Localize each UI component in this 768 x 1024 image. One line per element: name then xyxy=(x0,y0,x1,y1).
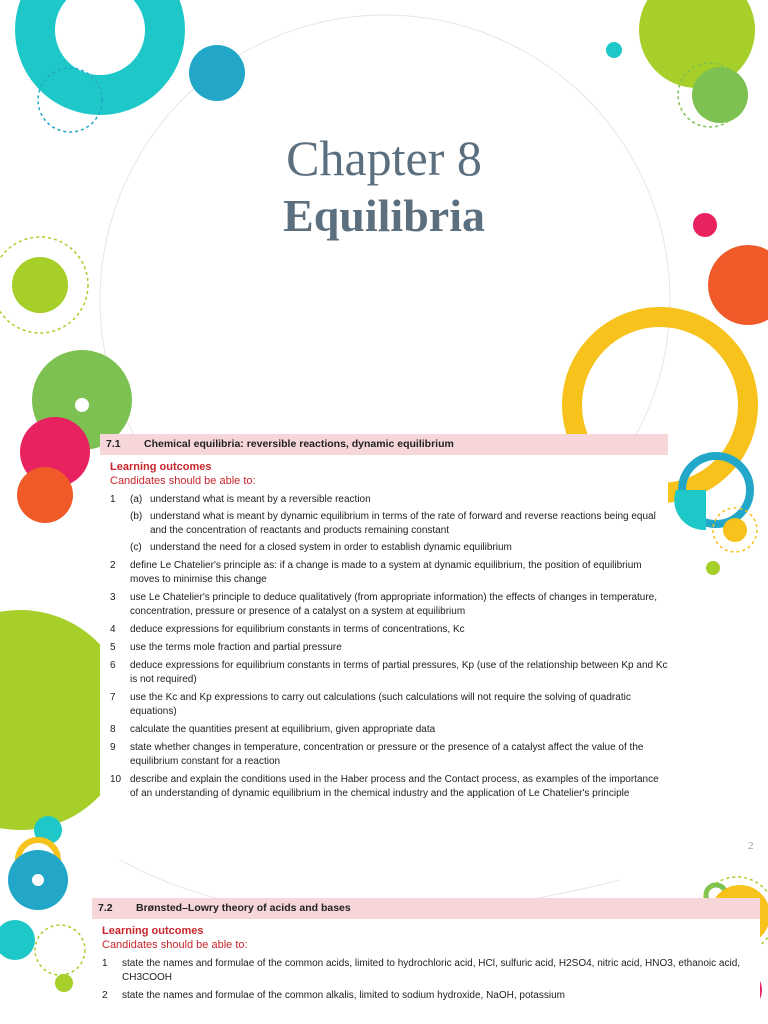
syllabus-section-7-1 xyxy=(100,434,668,855)
orange-circle xyxy=(17,467,73,523)
orange-circle-right xyxy=(708,245,768,325)
teal-ring xyxy=(35,0,165,95)
list-item xyxy=(100,559,668,587)
item-text: use the Kc and Kp expressions to carry out calculations (such calculations will not require the solving of quadratic equations) xyxy=(130,692,631,717)
item-text: use the terms mole fraction and partial pressure xyxy=(130,642,342,653)
item-number: 1 xyxy=(102,958,108,969)
list-item xyxy=(100,773,668,801)
sub-item-label: (a) xyxy=(130,494,143,505)
dashed-lime-ring-bottom xyxy=(35,925,85,975)
item-text: deduce expressions for equilibrium constants in terms of concentrations, Kc xyxy=(130,624,465,635)
slide-title xyxy=(0,128,768,244)
section-header xyxy=(100,434,668,455)
list-item xyxy=(92,989,760,1003)
item-number: 3 xyxy=(110,592,116,603)
sub-item-text: understand the need for a closed system in order to establish dynamic equilibrium xyxy=(150,542,512,553)
learning-outcomes-subtitle: Candidates should be able to: xyxy=(102,939,248,951)
item-number: 4 xyxy=(110,624,116,635)
item-number: 10 xyxy=(110,774,122,785)
list-item xyxy=(100,741,668,769)
learning-outcomes-subtitle: Candidates should be able to: xyxy=(110,475,256,487)
sub-item-text: understand what is meant by dynamic equilibrium in terms of the rate of forward and reverse reactions being equal and the concentration of reactants and products remaining constant xyxy=(150,511,656,536)
blue-dot xyxy=(189,45,245,101)
item-text: deduce expressions for equilibrium constants in terms of partial pressures, Kp (use of the relationship between Kp and Kc is not required) xyxy=(130,660,668,685)
white-dot xyxy=(75,398,89,412)
section-number: 7.1 xyxy=(106,438,121,450)
item-text: state whether changes in temperature, concentration or pressure or the presence of a catalyst affect the value of the equilibrium constant for a reaction xyxy=(130,742,644,767)
chapter-number: Chapter 8 xyxy=(286,130,482,186)
item-text: state the names and formulae of the common alkalis, limited to sodium hydroxide, NaOH, potassium xyxy=(122,990,565,1001)
section-heading: Chemical equilibria: reversible reactions, dynamic equilibrium xyxy=(144,438,454,450)
list-item xyxy=(100,493,668,555)
item-number: 2 xyxy=(102,990,108,1001)
list-item xyxy=(100,641,668,655)
sub-item xyxy=(130,493,668,507)
teal-half-circle xyxy=(674,490,706,530)
item-text: use Le Chatelier's principle to deduce qualitatively (from appropriate information) the effects of changes in temperature, concentration, pressure or presence of a catalyst on a system at equilibrium xyxy=(130,592,658,617)
sub-item-label: (b) xyxy=(130,511,143,522)
white-dot-left xyxy=(32,874,44,886)
item-text: calculate the quantities present at equilibrium, given appropriate data xyxy=(130,724,436,735)
list-item xyxy=(92,957,760,985)
item-number: 6 xyxy=(110,660,116,671)
sub-item-label: (c) xyxy=(130,542,142,553)
item-text: describe and explain the conditions used in the Haber process and the Contact process, as examples of the importance of an understanding of dynamic equilibrium in the chemical industry and the application of Le Chatelier's principle xyxy=(130,774,659,799)
small-teal-dot xyxy=(606,42,622,58)
item-text: define Le Chatelier's principle as: if a change is made to a system at dynamic equilibrium, the position of equilibrium moves to minimise this change xyxy=(130,560,642,585)
chapter-title: Equilibria xyxy=(283,190,485,241)
item-number: 7 xyxy=(110,692,116,703)
lime-dot xyxy=(12,257,68,313)
item-number: 9 xyxy=(110,742,116,753)
learning-outcomes-title: Learning outcomes xyxy=(110,461,212,473)
section-heading: Brønsted–Lowry theory of acids and bases xyxy=(136,902,351,914)
learning-outcomes-title: Learning outcomes xyxy=(102,925,204,937)
list-item xyxy=(100,691,668,719)
sub-item-text: understand what is meant by a reversible reaction xyxy=(150,494,371,505)
syllabus-section-7-2 xyxy=(92,898,760,1024)
item-number: 8 xyxy=(110,724,116,735)
sub-item xyxy=(130,541,668,555)
page-number: 2 xyxy=(748,840,754,852)
lime-dot-bottom xyxy=(55,974,73,992)
section-header xyxy=(92,898,760,919)
item-text: state the names and formulae of the common acids, limited to hydrochloric acid, HCl, sulfuric acid, H2SO4, nitric acid, HNO3, ethanoic acid, CH3COOH xyxy=(122,958,741,983)
list-item xyxy=(100,723,668,737)
teal-circle-bottom xyxy=(0,920,35,960)
item-number: 2 xyxy=(110,560,116,571)
sub-item xyxy=(130,510,668,538)
list-item xyxy=(100,659,668,687)
green-circle xyxy=(692,67,748,123)
yellow-dot xyxy=(723,518,747,542)
item-number: 5 xyxy=(110,642,116,653)
list-item xyxy=(100,591,668,619)
item-number: 1 xyxy=(110,494,116,505)
lime-small-dot xyxy=(706,561,720,575)
section-number: 7.2 xyxy=(98,902,113,914)
list-item xyxy=(100,623,668,637)
